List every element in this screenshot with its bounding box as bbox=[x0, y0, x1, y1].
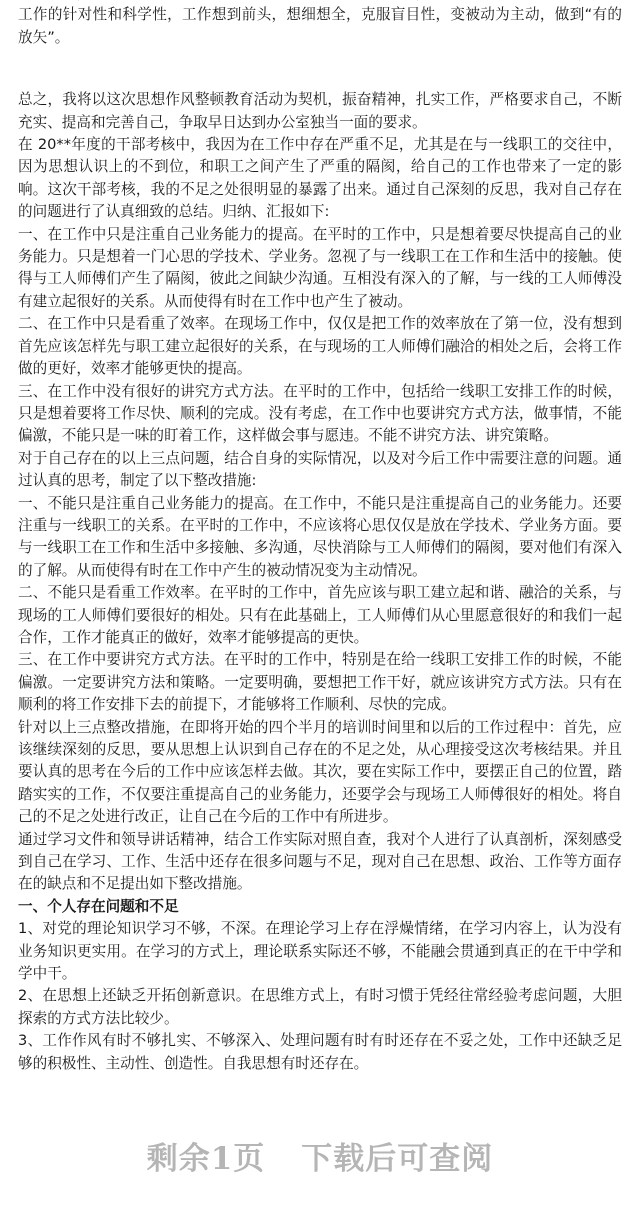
list-item-3: 3、工作作风有时不够扎实、不够深入、处理问题有时有时还存在不妥之处，工作中还缺乏足够的积极性、主动性、创造性。自我思想有时还存在。 bbox=[18, 1032, 622, 1072]
list-item-1: 1、对党的理论知识学习不够，不深。在理论学习上存在浮燥情绪，在学习内容上，认为没有业务知识更实用。在学习的方式上，理论联系实际还不够，不能融会贯通到真正的在干中学和学中干。 bbox=[18, 920, 622, 983]
paragraph-measure-2: 二、不能只是看重工作效率。在平时的工作中，首先应该与职工建立起和谐、融洽的关系，与现场的工人师傅们要很好的相处。只有在此基础上，工人师傅们从心里愿意很好的和我们一起合作，工作才能真正的做好，效率才能够提高的更快。 bbox=[18, 584, 622, 646]
download-prompt[interactable] bbox=[0, 1134, 640, 1184]
paragraph-gap bbox=[18, 49, 622, 89]
list-item-2: 2、在思想上还缺乏开拓创新意识。在思维方式上，有时习惯于凭经往常经验考虑问题，大胆探索的方式方法比较少。 bbox=[18, 987, 622, 1027]
paragraph-intro: 在 20**年度的干部考核中，我因为在工作中存在严重不足，尤其是在与一线职工的交往中，因为思想认识上的不到位，和职工之间产生了严重的隔阂，给自己的工作也带来了一定的影响。这次干部考核，我的不足之处很明显的暴露了出来。通过自己深刻的反思，我对自己存在的问题进行了认真细致的总结。归纳、汇报如下: bbox=[18, 136, 622, 221]
paragraph-problem-1: 一、在工作中只是注重自己业务能力的提高。在平时的工作中，只是想着要尽快提高自己的业务能力。只是想着一门心思的学技术、学业务。忽视了与一线职工在工作和生活中的接触。使得与工人师傅们产生了隔阂，彼此之间缺少沟通。互相没有深入的了解，与一线的工人师傅没有建立起很好的关系。从而使得有时在工作中也产生了被动。 bbox=[18, 225, 622, 310]
paragraph-transition: 对于自己存在的以上三点问题，结合自身的实际情况，以及对今后工作中需要注意的问题。通过认真的思考，制定了以下整改措施: bbox=[18, 449, 622, 490]
top-paragraph: 工作的针对性和科学性，工作想到前头，想细想全，克服盲目性，变被动为主动，做到“有的放矢”。 bbox=[18, 6, 622, 46]
paragraph-self-check: 通过学习文件和领导讲话精神，结合工作实际对照自查，我对个人进行了认真剖析，深刻感受到自己在学习、工作、生活中还存在很多问题与不足，现对自己在思想、政治、工作等方面存在的缺点和不足提出如下整改措施。 bbox=[18, 830, 622, 893]
document-body bbox=[18, 0, 622, 1075]
paragraph-summary: 总之，我将以这次思想作风整顿教育活动为契机，振奋精神，扎实工作，严格要求自己，不断充实、提高和完善自己，争取早日达到办公室独当一面的要求。 bbox=[18, 91, 622, 131]
remaining-pages-label: 剩余1页 bbox=[146, 1141, 266, 1177]
paragraph-plan: 针对以上三点整改措施，在即将开始的四个半月的培训时间里和以后的工作过程中：首先，应该继续深刻的反思，要从思想上认识到自己存在的不足之处，从心理接受这次考核结果。并且要认真的思考在今后的工作中应该怎样去做。其次，要在实际工作中，要摆正自己的位置，踏踏实实的工作，不仅要注重提高自己的业务能力，还要学会与现场工人师傅很好的相处。将自己的不足之处进行改正，让自己在今后的工作中有所进步。 bbox=[18, 718, 622, 826]
paragraph-measure-3: 三、在工作中要讲究方式方法。在平时的工作中，特别是在给一线职工安排工作的时候，不能偏激。一定要讲究方法和策略。一定要明确，要想把工作干好，就应该讲究方式方法。只有在顺利的将工作安排下去的前提下，才能够将工作顺利、尽快的完成。 bbox=[18, 651, 622, 714]
section-heading: 一、个人存在问题和不足 bbox=[18, 897, 179, 915]
paragraph-measure-1: 一、不能只是注重自己业务能力的提高。在工作中，不能只是注重提高自己的业务能力。还要注重与一线职工的关系。在平时的工作中，不应该将心思仅仅是放在学技术、学业务方面。要与一线职工在工作和生活中多接触、多沟通，尽快消除与工人师傅们的隔阂，要对他们有深入的了解。从而使得有时在工作中产生的被动情况变为主动情况。 bbox=[18, 494, 622, 579]
paragraph-problem-2: 二、在工作中只是看重了效率。在现场工作中，仅仅是把工作的效率放在了第一位，没有想到首先应该怎样先与职工建立起很好的关系，在与现场的工人师傅们融洽的相处之后，会将工作做的更好，效率才能够更快的提高。 bbox=[18, 315, 622, 378]
paragraph-problem-3: 三、在工作中没有很好的讲究方式方法。在平时的工作中，包括给一线职工安排工作的时候，只是想着要将工作尽快、顺利的完成。没有考虑，在工作中也要讲究方式方法，做事情，不能偏激，不能只是一味的盯着工作，这样做会事与愿违。不能不讲究方法、讲究策略。 bbox=[18, 382, 622, 445]
download-to-view-label: 下载后可查阅 bbox=[301, 1141, 494, 1177]
